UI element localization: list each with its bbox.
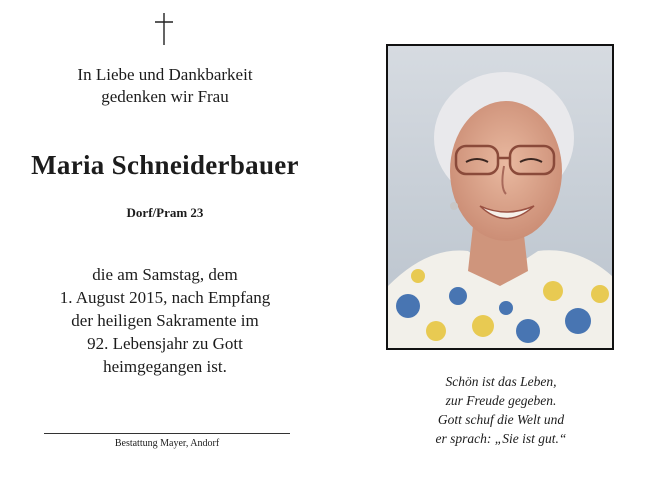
deceased-address: Dorf/Pram 23 bbox=[126, 205, 204, 220]
cross-icon bbox=[150, 12, 178, 46]
portrait-photo bbox=[386, 44, 614, 350]
deceased-name: Maria Schneiderbauer bbox=[31, 150, 299, 180]
death-notice-text: die am Samstag, dem 1. August 2015, nach Empfang der heiligen Sakramente im 92. Lebensjahr zu Gott heimgegangen ist. bbox=[59, 265, 271, 376]
undertaker-credit: Bestattung Mayer, Andorf bbox=[114, 438, 220, 449]
divider-line bbox=[44, 433, 290, 434]
memorial-quote: Schön ist das Leben, zur Freude gegeben. Gott schuf die Welt und er sprach: „Sie ist gut.“ bbox=[435, 374, 567, 446]
intro-text: In Liebe und Dankbarkeit gedenken wir Frau bbox=[77, 65, 253, 106]
